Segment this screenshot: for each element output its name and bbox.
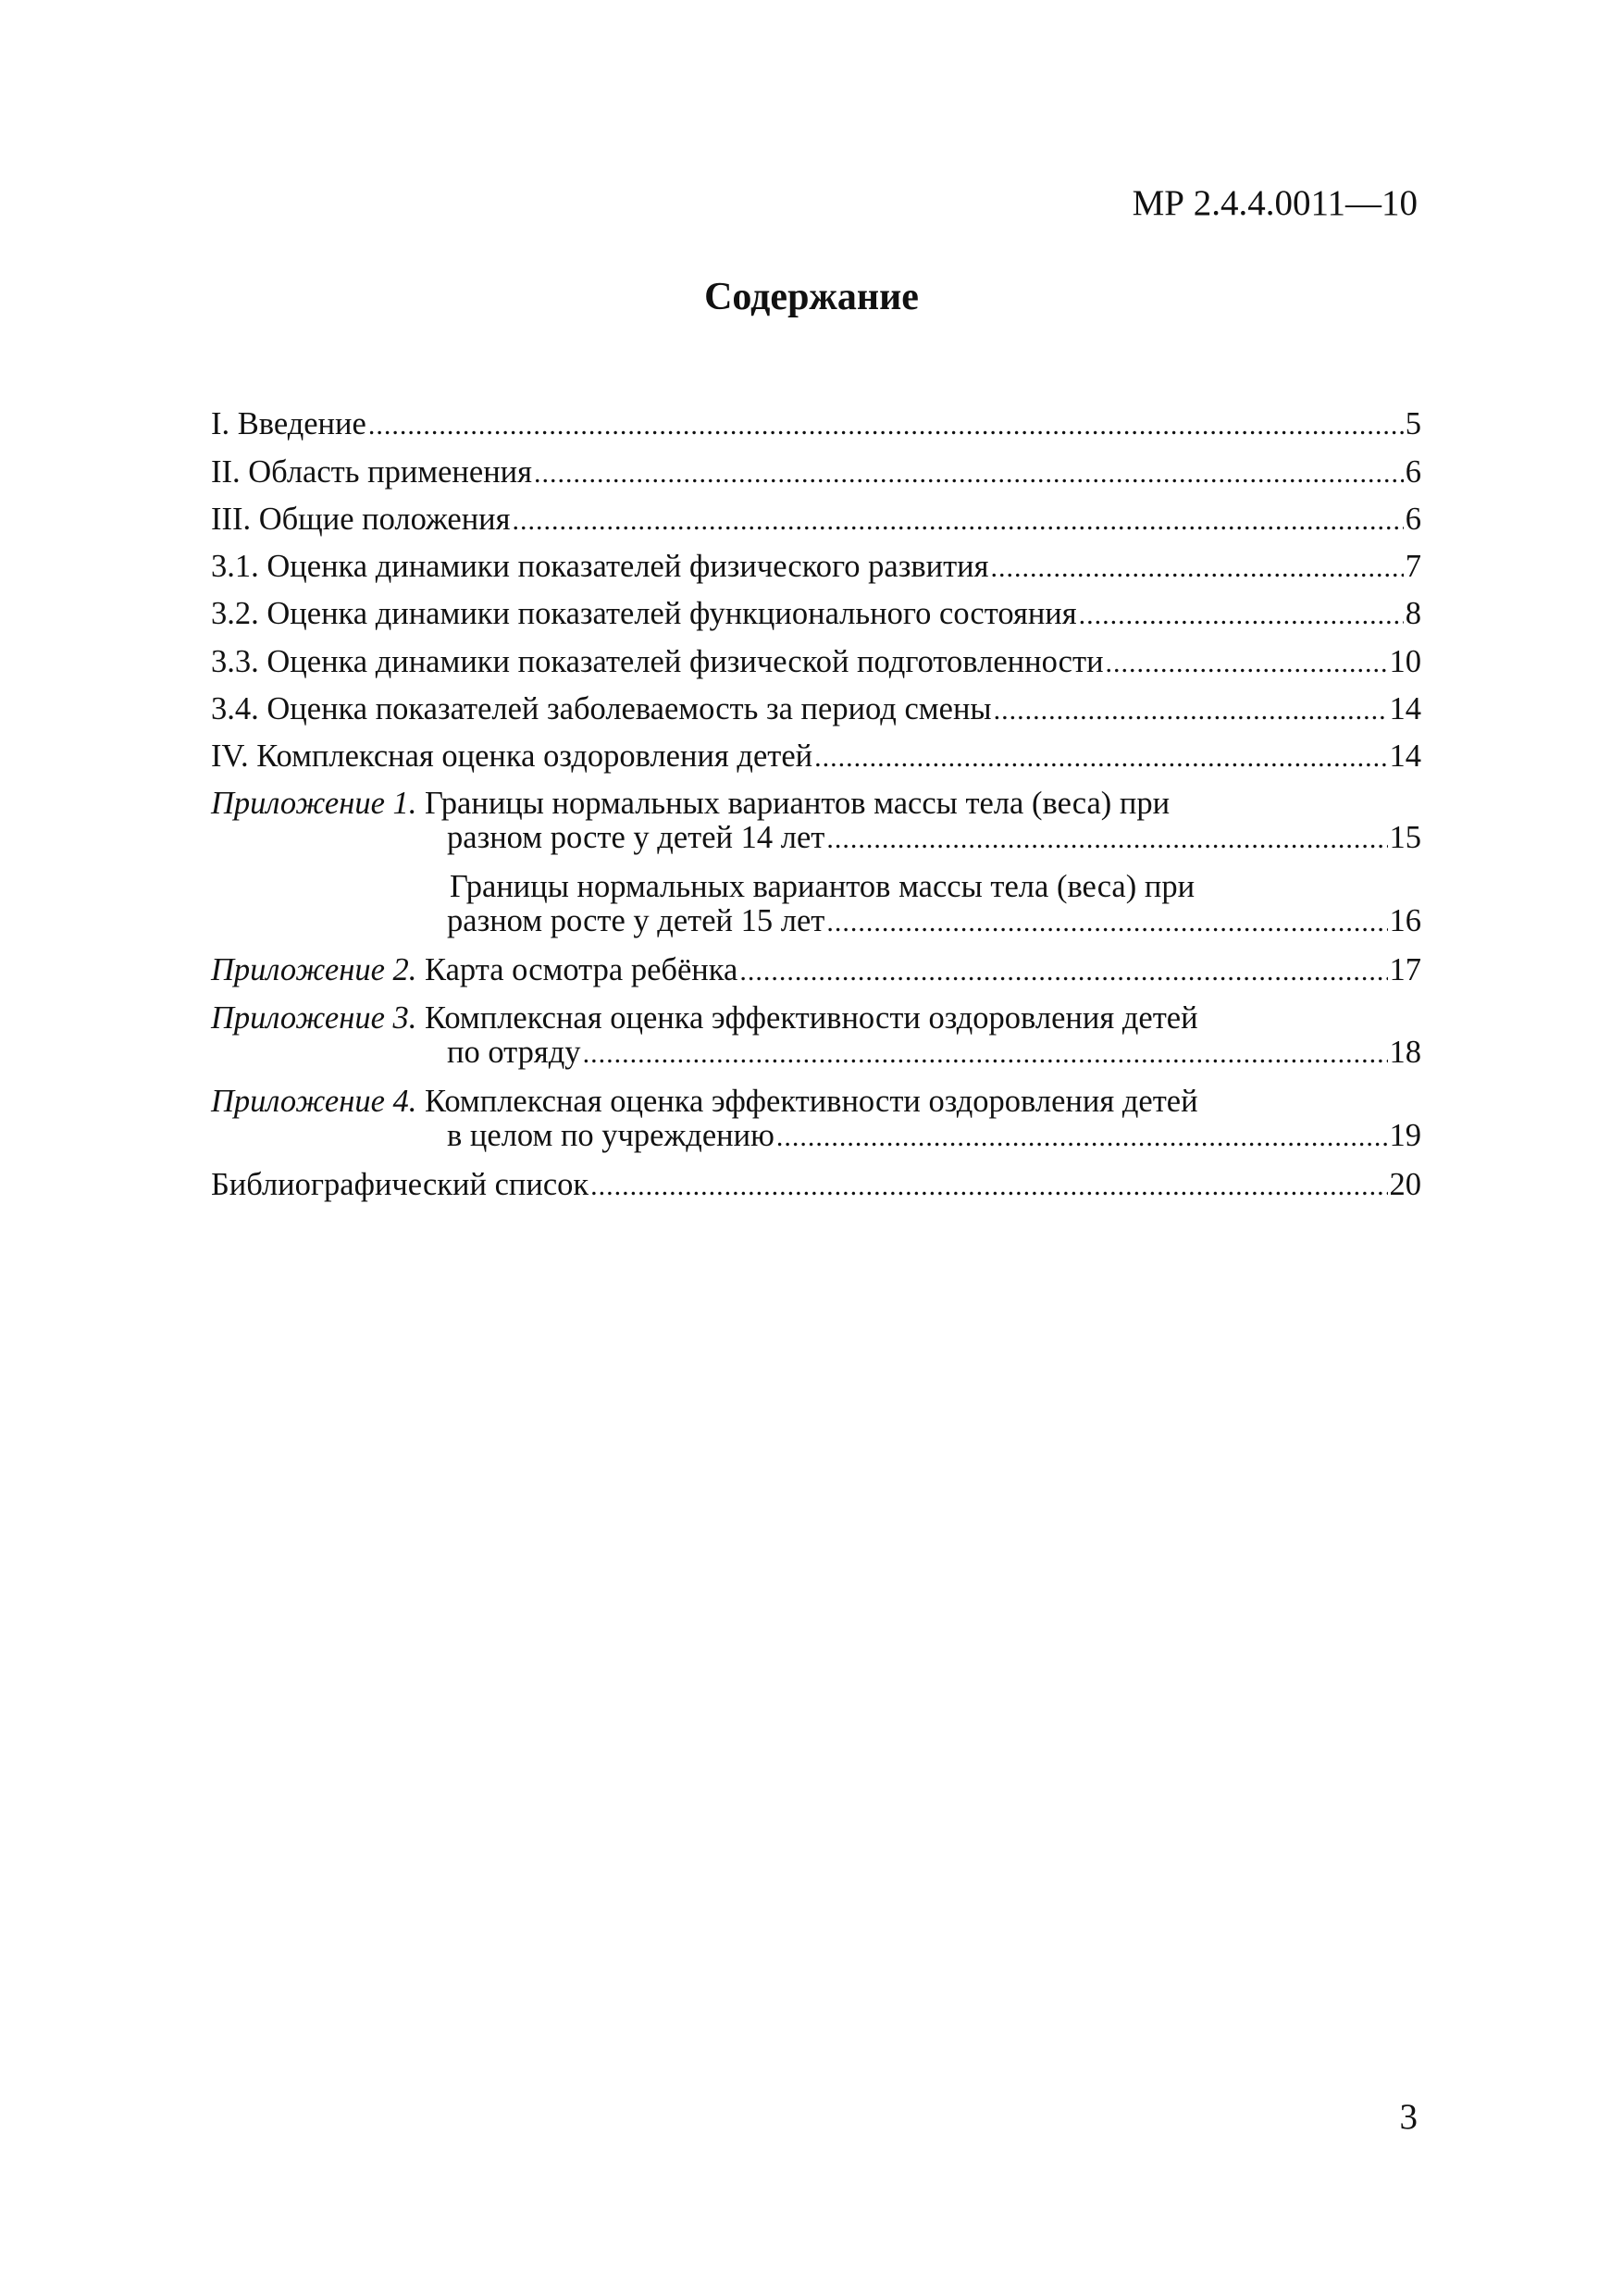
toc-entry-title: Границы нормальных вариантов массы тела (веса) при <box>416 786 1171 821</box>
toc-entry-title: 3.2. Оценка динамики показателей функционального состояния <box>211 596 1077 631</box>
toc-leader-dots <box>368 408 1404 442</box>
toc-entry-title: Комплексная оценка эффективности оздоровления детей <box>416 1084 1198 1119</box>
toc-leader-dots <box>1106 646 1388 680</box>
toc-entry-page: 16 <box>1389 903 1421 938</box>
toc-entry-title: 3.4. Оценка показателей заболеваемость за период смены <box>211 691 992 726</box>
toc-entry-title: Комплексная оценка эффективности оздоровления детей <box>416 1000 1198 1036</box>
toc-entry-page: 10 <box>1389 644 1421 679</box>
toc-title: Содержание <box>704 276 919 318</box>
toc-entry-title: 3.1. Оценка динамики показателей физического развития <box>211 549 989 584</box>
toc-entry[interactable] <box>211 739 1421 774</box>
appendix-label: Приложение 2. <box>211 952 417 987</box>
appendix-label: Приложение 4. <box>211 1084 417 1119</box>
toc-entry-page: 15 <box>1389 820 1421 855</box>
toc-entry[interactable] <box>211 550 1421 584</box>
toc-entry[interactable] <box>211 455 1421 490</box>
toc-entry-page: 20 <box>1389 1167 1421 1202</box>
toc-entry-title-continued: в целом по учреждению <box>447 1118 774 1153</box>
toc-leader-dots <box>583 1036 1388 1071</box>
toc-entry-appendix-3[interactable] <box>211 1001 1421 1070</box>
toc-entry[interactable] <box>211 407 1421 441</box>
toc-leader-dots <box>990 551 1403 585</box>
toc-entry-bibliography[interactable] <box>211 1168 1421 1202</box>
appendix-label: Приложение 3. <box>211 1000 417 1036</box>
toc-leader-dots <box>826 822 1387 856</box>
toc-entry[interactable] <box>211 645 1421 679</box>
toc-entry-appendix-1-sub[interactable] <box>211 870 1421 938</box>
toc-entry-title: 3.3. Оценка динамики показателей физической подготовленности <box>211 644 1104 679</box>
toc-leader-dots <box>776 1120 1388 1154</box>
toc-leader-dots <box>814 740 1387 775</box>
toc-entry-page: 19 <box>1389 1118 1421 1153</box>
toc-leader-dots <box>513 503 1404 538</box>
page-number: 3 <box>1399 2097 1418 2137</box>
toc-leader-dots <box>534 456 1404 490</box>
toc-entry-page: 7 <box>1405 549 1421 584</box>
toc-entry-page: 6 <box>1405 502 1421 537</box>
toc-entry-page: 14 <box>1389 691 1421 726</box>
toc-entry-title: IV. Комплексная оценка оздоровления детей <box>211 738 813 774</box>
toc-entry-page: 5 <box>1405 406 1421 441</box>
toc-entry-title: Карта осмотра ребёнка <box>416 952 738 987</box>
toc-leader-dots <box>590 1169 1387 1203</box>
toc-entry-appendix-4[interactable] <box>211 1085 1421 1153</box>
toc-entry-title: III. Общие положения <box>211 502 511 537</box>
toc-entry-page: 6 <box>1405 454 1421 490</box>
toc-entry-title: Границы нормальных вариантов массы тела (веса) при <box>450 869 1196 904</box>
toc-entry-title-continued: по отряду <box>447 1035 581 1070</box>
toc-entry-page: 8 <box>1405 596 1421 631</box>
toc-entry-page: 14 <box>1389 738 1421 774</box>
toc-entry-page: 18 <box>1389 1035 1421 1070</box>
toc-entry-title: II. Область применения <box>211 454 533 490</box>
toc-leader-dots <box>994 693 1388 727</box>
toc-entry-title: Библиографический список <box>211 1167 589 1202</box>
appendix-label: Приложение 1. <box>211 786 417 821</box>
toc-leader-dots <box>739 954 1387 988</box>
toc-entry[interactable] <box>211 597 1421 631</box>
toc-entry-title-continued: разном росте у детей 14 лет <box>447 820 825 855</box>
toc-leader-dots <box>1079 598 1404 632</box>
toc-entry-title-continued: разном росте у детей 15 лет <box>447 903 825 938</box>
toc-entry[interactable] <box>211 692 1421 726</box>
toc-entry[interactable] <box>211 503 1421 537</box>
toc-leader-dots <box>826 905 1387 939</box>
toc-entry-title: I. Введение <box>211 406 366 441</box>
toc-entry-appendix-2[interactable] <box>211 953 1421 987</box>
toc-entry-appendix-1[interactable] <box>211 787 1421 855</box>
document-code: МР 2.4.4.0011—10 <box>1132 183 1418 223</box>
toc-entry-page: 17 <box>1389 952 1421 987</box>
